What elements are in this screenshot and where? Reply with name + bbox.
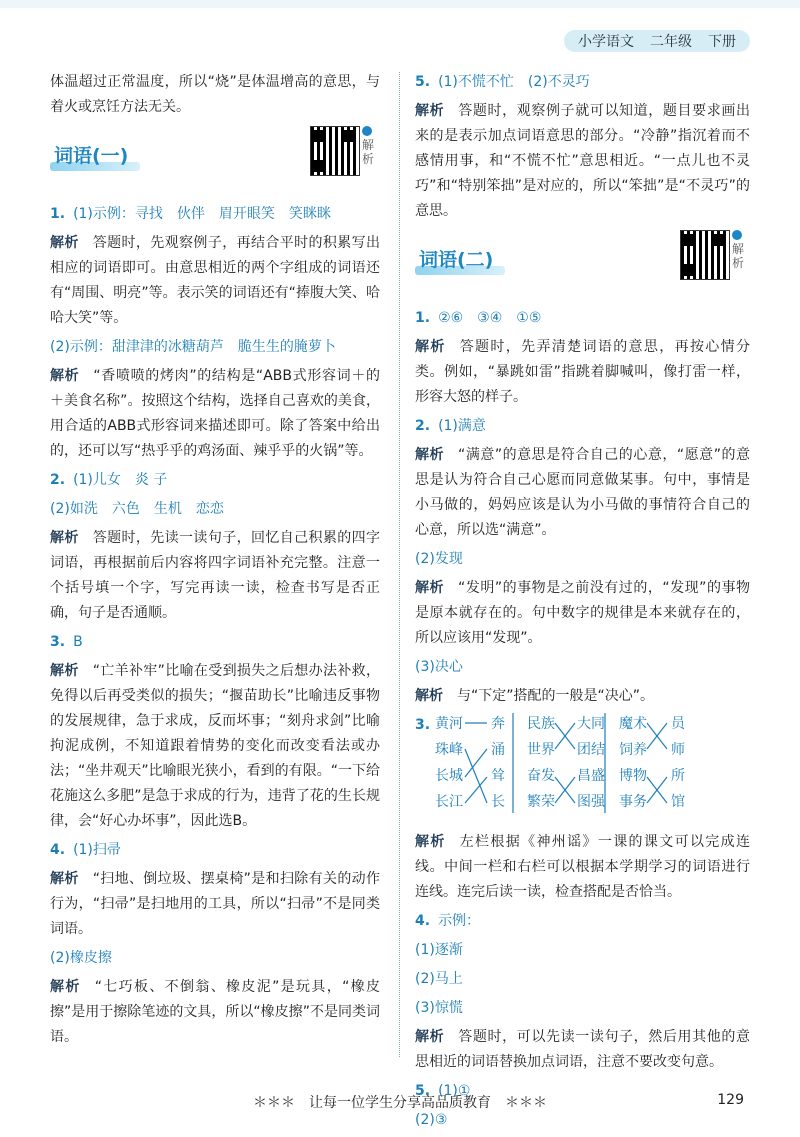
- volume: 下册: [708, 34, 736, 50]
- r-q5b-answer-2: (2)③: [415, 1112, 448, 1128]
- match-word: 馆: [671, 794, 685, 810]
- q2-answer-2: (2)如洗 六色 生机 恋恋: [50, 501, 224, 517]
- grade: 二年级: [650, 34, 692, 50]
- r-q2-explain-1: 解析 “满意”的意思是符合自己的心意，“愿意”的意思是认为符合自己心愿而同意做某事。句中，事情是小马做的，妈妈应该是认为小马做的事情符合自己的心意，所以选“满意”。: [415, 447, 750, 538]
- q1-explain-1: 解析 答题时，先观察例子，再结合平时的积累写出相应的词语即可。由意思相近的两个字组成的词语还有“周围、明亮”等。表示笑的词语还有“捧腹大笑、哈哈大笑”等。: [50, 235, 381, 326]
- match-word: 耸: [491, 768, 505, 784]
- q3-explain: 解析 “亡羊补牢”比喻在受到损失之后想办法补救，免得以后再受类似的损失；“揠苗助长”比喻违反事物的发展规律，急于求成，反而坏事；“刻舟求剑”比喻拘泥成例，不知道跟着情势的变化而改变看法或办法；“坐井观天”比喻眼光狭小，看到的有限。“一下给花施这么多肥”是急于求成的行为，违背了花的生长规律，会“好心办坏事”，因此选B。: [50, 663, 380, 829]
- section-title: 词语(一): [50, 144, 132, 171]
- r-q4-answer-3: (3)惊慌: [415, 1000, 463, 1016]
- qr-label: 解析: [362, 126, 376, 166]
- page-number: 129: [717, 1092, 744, 1108]
- q4-answer-2: (2)橡皮擦: [50, 950, 112, 966]
- section-title: 词语(二): [415, 248, 497, 275]
- match-word: 所: [671, 768, 685, 784]
- column-divider: [399, 72, 400, 1057]
- q2-answer-1: 2. (1)儿女 炎 子: [50, 472, 168, 488]
- match-word: 师: [671, 742, 685, 758]
- match-word: 黄河: [435, 716, 463, 732]
- q4-explain-2: 解析 “七巧板、不倒翁、橡皮泥”是玩具，“橡皮擦”是用于擦除笔迹的文具，所以“橡皮擦”不是同类词语。: [50, 979, 381, 1045]
- subject: 小学语文: [578, 34, 634, 50]
- match-word: 事务: [619, 794, 647, 810]
- r-q3-matching: 3. 黄河 奔 民族 大同 魔术 员 珠峰 涌 世界 团结 饲养 师 长城 耸 奋发 昌盛 博物 所 长江 长 繁荣 图强 事务 馆: [415, 713, 750, 830]
- qr-code-icon[interactable]: [310, 126, 360, 176]
- match-word: 长江: [435, 794, 463, 810]
- match-word: 繁荣: [527, 794, 555, 810]
- q4-answer-1: 4. (1)扫帚: [50, 842, 121, 858]
- r-q2-explain-2: 解析 “发明”的事物是之前没有过的，“发现”的事物是原本就存在的。句中数字的规律是本来就存在的，所以应该用“发现”。: [415, 580, 750, 646]
- r-q3-explain: 解析 左栏根据《神州谣》一课的课文可以完成连线。中间一栏和右栏可以根据本学期学习的词语进行连线。连完后读一读，检查搭配是否恰当。: [415, 834, 751, 900]
- r-q4-answer-2: (2)马上: [415, 971, 463, 987]
- match-word: 员: [671, 716, 685, 732]
- q3-answer: 3. B: [50, 634, 83, 650]
- q1-answer-1: 1. (1)示例：寻找 伙伴 眉开眼笑 笑眯眯: [50, 206, 331, 222]
- match-word: 民族: [527, 716, 555, 732]
- q1-explain-2: 解析 “香喷喷的烤肉”的结构是“ABB式形容词＋的＋美食名称”。按照这个结构，选择自己喜欢的美食，用合适的ABB式形容词来描述即可。除了答案中给出的，还可以写“热乎乎的鸡汤面、辣乎乎的火锅”等。: [50, 368, 381, 459]
- qr-label: 解析: [732, 230, 746, 270]
- match-word: 魔术: [619, 716, 647, 732]
- footer-slogan: ＊＊＊ 让每一位学生分享高品质教育 ＊＊＊: [253, 1095, 547, 1111]
- r-q4-answer-1: (1)逐渐: [415, 942, 463, 958]
- match-word: 图强: [577, 794, 605, 810]
- r-q5b-answer-1: 5. (1)①: [415, 1083, 471, 1099]
- match-word: 博物: [619, 768, 647, 784]
- match-word: 大同: [577, 716, 605, 732]
- match-word: 长城: [435, 768, 463, 784]
- match-word: 世界: [527, 742, 555, 758]
- intro-text: 体温超过正常温度，所以“烧”是体温增高的意思，与着火或烹饪方法无关。: [50, 74, 380, 115]
- right-column: [415, 70, 750, 1137]
- section-header-2: [415, 230, 750, 300]
- match-word: 团结: [577, 742, 605, 758]
- r-q2-answer-2: (2)发现: [415, 551, 463, 567]
- play-icon: [732, 230, 742, 240]
- matching-diagram: [435, 713, 745, 821]
- q4-explain-1: 解析 “扫地、倒垃圾、摆桌椅”是和扫除有关的动作行为，“扫帚”是扫地用的工具，所以“扫帚”不是同类词语。: [50, 871, 380, 937]
- r-q2-explain-3: 解析 与“下定”搭配的一般是“决心”。: [415, 688, 655, 704]
- r-q5-explain: 解析 答题时，观察例子就可以知道，题目要求画出来的是表示加点词语意思的部分。“冷静”指沉着而不感情用事，和“不慌不忙”意思相近。“一点儿也不灵巧”和“特别笨拙”是对应的，所以“笨拙”是“不灵巧”的意思。: [415, 103, 751, 219]
- qr-code-icon[interactable]: [680, 230, 730, 280]
- play-icon: [362, 126, 372, 136]
- left-column: [50, 70, 380, 1054]
- r-q2-answer-1: 2. (1)满意: [415, 418, 486, 434]
- match-word: 长: [491, 794, 505, 810]
- r-q1-explain: 解析 答题时，先弄清楚词语的意思，再按心情分类。例如，“暴跳如雷”指跳着脚喊叫，像打雷一样，形容大怒的样子。: [415, 339, 751, 405]
- r-q2-answer-3: (3)决心: [415, 659, 463, 675]
- match-word: 涌: [491, 742, 505, 758]
- q2-explain: 解析 答题时，先读一读句子，回忆自己积累的四字词语，再根据前后内容将四字词语补充完整。注意一个括号填一个字，写完再读一读，检查书写是否正确，句子是否通顺。: [50, 530, 381, 621]
- r-q4-explain: 解析 答题时，可以先读一读句子，然后用其他的意思相近的词语替换加点词语，注意不要改变句意。: [415, 1029, 751, 1070]
- header-band: [0, 0, 800, 8]
- match-word: 奋发: [527, 768, 555, 784]
- r-q4-answer-0: 4. 示例：: [415, 913, 481, 929]
- match-word: 奔: [491, 716, 505, 732]
- match-word: 昌盛: [577, 768, 605, 784]
- r-q1-answer: 1. ②⑥ ③④ ①⑤: [415, 310, 542, 326]
- match-word: 珠峰: [435, 742, 463, 758]
- r-q5-answer: 5. (1)不慌不忙 (2)不灵巧: [415, 74, 590, 90]
- header-tab: [564, 30, 750, 52]
- q1-answer-2: (2)示例：甜津津的冰糖葫芦 脆生生的腌萝卜: [50, 339, 336, 355]
- section-header-1: [50, 126, 380, 196]
- match-word: 饲养: [619, 742, 647, 758]
